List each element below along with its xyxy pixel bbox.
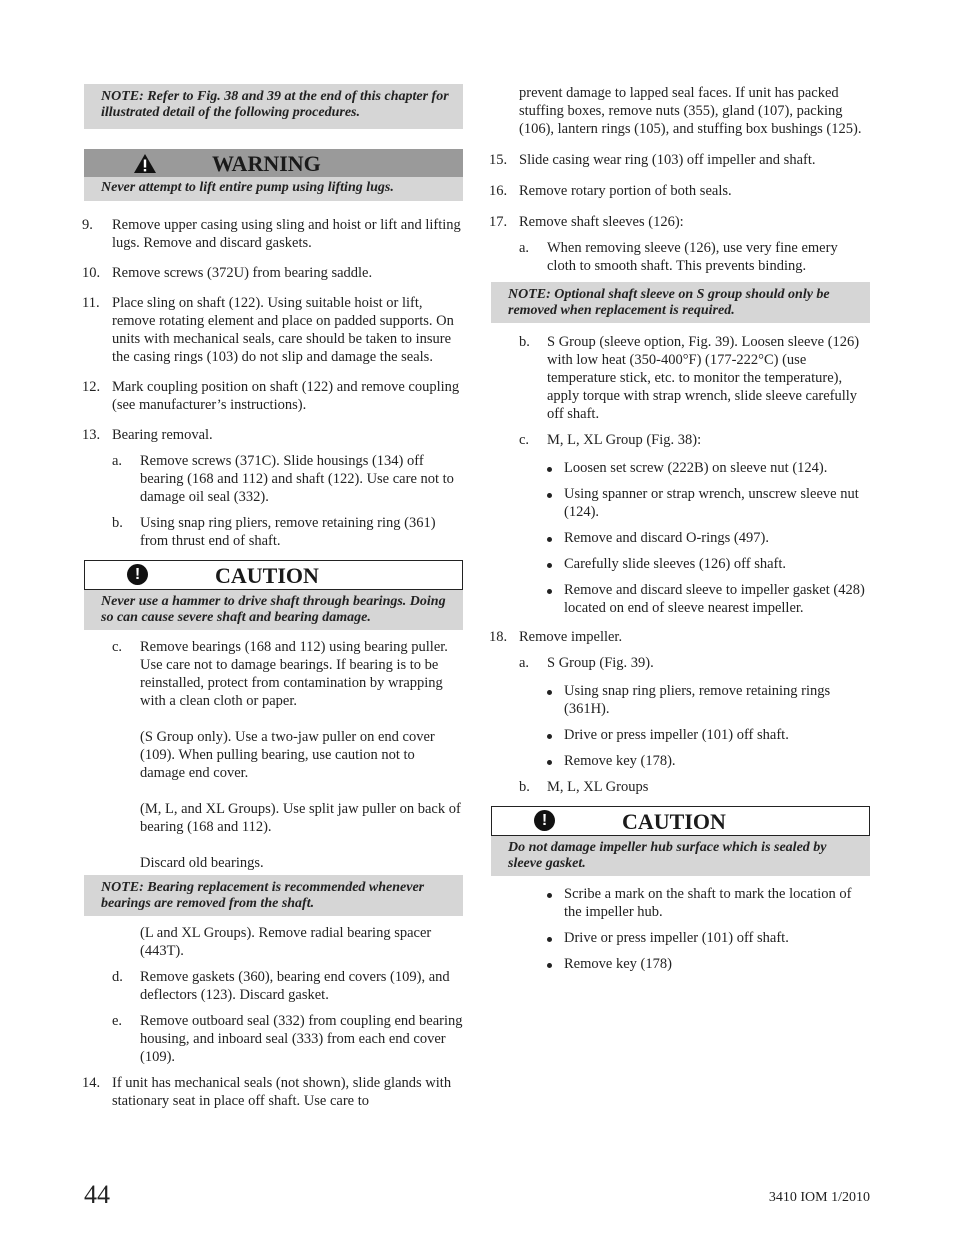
bullet-icon <box>547 893 552 898</box>
left-column <box>84 84 463 1110</box>
bullet-icon <box>547 467 552 472</box>
warning-label: WARNING <box>212 151 321 176</box>
step-14-continued: prevent damage to lapped seal faces. If unit has packed stuffing boxes, remove nuts (355), gland (107), packing (106), lantern rings (105), and stuffing box bushings (125). <box>519 85 862 137</box>
exclamation-icon: ! <box>534 810 555 831</box>
bullet-icon <box>547 963 552 968</box>
caution-label: CAUTION <box>215 563 319 588</box>
step-15: 15. Slide casing wear ring (103) off impeller and shaft. <box>489 152 816 168</box>
bullet-icon <box>547 937 552 942</box>
bullet-icon <box>547 537 552 542</box>
caution-text: Do not damage impeller hub surface which is sealed by sleeve gasket. <box>491 836 870 876</box>
list-item: Drive or press impeller (101) off shaft. <box>491 929 870 947</box>
step-16: 16. Remove rotary portion of both seals. <box>489 183 732 199</box>
caution-text: Never use a hammer to drive shaft through bearings. Doing so can cause severe shaft and bearing damage. <box>84 590 463 630</box>
list-item: Remove key (178). <box>491 752 870 770</box>
exclamation-icon: ! <box>127 564 148 585</box>
step-18a: a. S Group (Fig. 39). <box>519 655 654 671</box>
step-13c: c. Remove bearings (168 and 112) using bearing puller. Use care not to damage bearings. If bearing is to be reinstalled, protect from contamination by wrapping with a clean cloth or paper. <box>112 639 448 709</box>
step-13b: b. Using snap ring pliers, remove retaining ring (361) from thrust end of shaft. <box>112 515 436 549</box>
step-10: 10. Remove screws (372U) from bearing saddle. <box>82 265 373 281</box>
step-13c-discard: Discard old bearings. <box>140 855 264 871</box>
bullet-icon <box>547 690 552 695</box>
bullet-icon <box>547 760 552 765</box>
list-item: Remove and discard O-rings (497). <box>491 529 870 547</box>
step-13c-lxl-group: (L and XL Groups). Remove radial bearing spacer (443T). <box>140 925 432 959</box>
bullet-icon <box>547 493 552 498</box>
step-13: 13. Bearing removal. <box>82 427 213 443</box>
right-column <box>491 84 870 973</box>
caution-header <box>84 560 463 590</box>
step-13c-mlxl-group: (M, L, and XL Groups). Use split jaw puller on back of bearing (168 and 112). <box>140 801 461 835</box>
warning-text: Never attempt to lift entire pump using lifting lugs. <box>84 177 463 201</box>
step-12: 12. Mark coupling position on shaft (122) and remove coupling (see manufacturer’s instructions). <box>82 379 460 413</box>
list-item: Using spanner or strap wrench, unscrew sleeve nut (124). <box>491 485 870 521</box>
note-bearing-replacement: NOTE: Bearing replacement is recommended whenever bearings are removed from the shaft. <box>84 875 463 916</box>
list-item: Carefully slide sleeves (126) off shaft. <box>491 555 870 573</box>
step-17c: c. M, L, XL Group (Fig. 38): <box>519 432 702 448</box>
step-18: 18. Remove impeller. <box>489 629 623 645</box>
step-11: 11. Place sling on shaft (122). Using suitable hoist or lift, remove rotating element and place on padded supports. On units with mechanical seals, care should be taken to insure the casing rings (103) do not slip and damage the seals. <box>82 295 454 365</box>
step-17b: b. S Group (sleeve option, Fig. 39). Loosen sleeve (126) with low heat (350-400°F) (177-222°C) (use temperature stick, etc. to monitor the temperature), apply torque with strap wrench, slide sleeve carefully off shaft. <box>519 334 860 422</box>
list-item: Using snap ring pliers, remove retaining rings (361H). <box>491 682 870 718</box>
note-optional-sleeve: NOTE: Optional shaft sleeve on S group should only be removed when replacement is required. <box>491 282 870 323</box>
warning-header <box>84 149 463 177</box>
warning-triangle-icon <box>134 154 156 173</box>
list-item: Drive or press impeller (101) off shaft. <box>491 726 870 744</box>
list-item: Loosen set screw (222B) on sleeve nut (124). <box>491 459 870 477</box>
document-footer: 3410 IOM 1/2010 <box>768 1190 870 1205</box>
step-13e: e. Remove outboard seal (332) from coupling end bearing housing, and inboard seal (333) from each end cover (109). <box>112 1013 463 1065</box>
bullet-icon <box>547 563 552 568</box>
bullet-icon <box>547 734 552 739</box>
step-17a: a. When removing sleeve (126), use very fine emery cloth to smooth shaft. This prevents binding. <box>519 240 838 274</box>
list-item: Remove key (178) <box>491 955 870 973</box>
step-17: 17. Remove shaft sleeves (126): <box>489 214 684 230</box>
bullet-icon <box>547 589 552 594</box>
step-14: 14. If unit has mechanical seals (not shown), slide glands with stationary seat in place off shaft. Use care to <box>82 1075 452 1109</box>
caution-label: CAUTION <box>622 809 726 834</box>
list-item: Scribe a mark on the shaft to mark the location of the impeller hub. <box>491 885 870 921</box>
step-13c-s-group: (S Group only). Use a two-jaw puller on end cover (109). When pulling bearing, use caution not to damage end cover. <box>140 729 435 781</box>
step-9: 9. Remove upper casing using sling and hoist or lift and lifting lugs. Remove and discard gaskets. <box>82 217 461 251</box>
step-18b: b. M, L, XL Groups <box>519 779 649 795</box>
note-figure-reference: NOTE: Refer to Fig. 38 and 39 at the end of this chapter for illustrated detail of the following procedures. <box>84 84 463 129</box>
caution-header <box>491 806 870 836</box>
list-item: Remove and discard sleeve to impeller gasket (428) located on end of sleeve nearest impeller. <box>491 581 870 617</box>
step-13a: a. Remove screws (371C). Slide housings (134) off bearing (168 and 112) and shaft (122). Use care not to damage oil seal (332). <box>112 453 454 505</box>
step-13d: d. Remove gaskets (360), bearing end covers (109), and deflectors (123). Discard gasket. <box>112 969 450 1003</box>
page-number: 44 <box>84 1180 110 1209</box>
